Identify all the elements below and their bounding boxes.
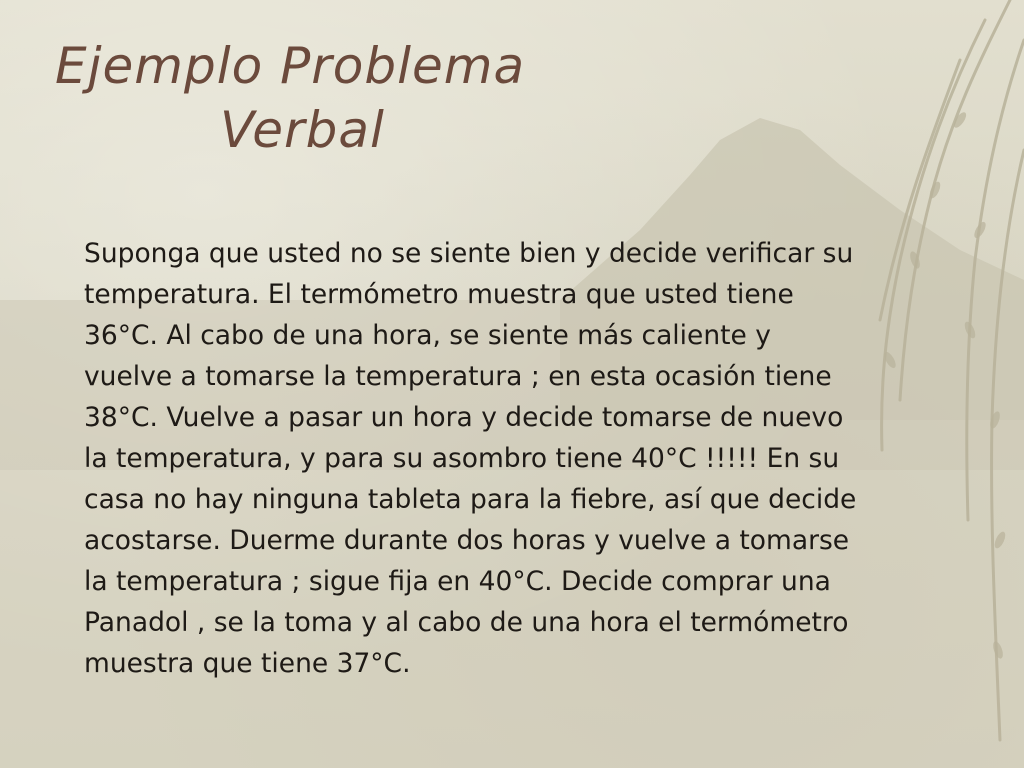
text-line: la temperatura, y para su asombro tiene 40°C !!!!! En su (84, 443, 840, 474)
text-line: 36°C. Al cabo de una hora, se siente más caliente y (84, 320, 771, 351)
text-line: Panadol , se la toma y al cabo de una hora el termómetro (84, 607, 849, 638)
problem-statement (84, 233, 999, 684)
text-line: casa no hay ninguna tableta para la fiebre, así que decide (84, 484, 857, 515)
title-line-1: Ejemplo Problema (55, 37, 526, 95)
text-line: la temperatura ; sigue fija en 40°C. Decide comprar una (84, 566, 831, 597)
text-line: temperatura. El termómetro muestra que usted tiene (84, 279, 794, 310)
text-line: 38°C. Vuelve a pasar un hora y decide tomarse de nuevo (84, 402, 844, 433)
text-line: muestra que tiene 37°C. (84, 648, 411, 679)
text-line: Suponga que usted no se siente bien y decide verificar su (84, 238, 854, 269)
text-line: acostarse. Duerme durante dos horas y vuelve a tomarse (84, 525, 850, 556)
text-line: vuelve a tomarse la temperatura ; en esta ocasión tiene (84, 361, 832, 392)
title-line-2: Verbal (220, 101, 385, 159)
slide-title (55, 34, 615, 162)
